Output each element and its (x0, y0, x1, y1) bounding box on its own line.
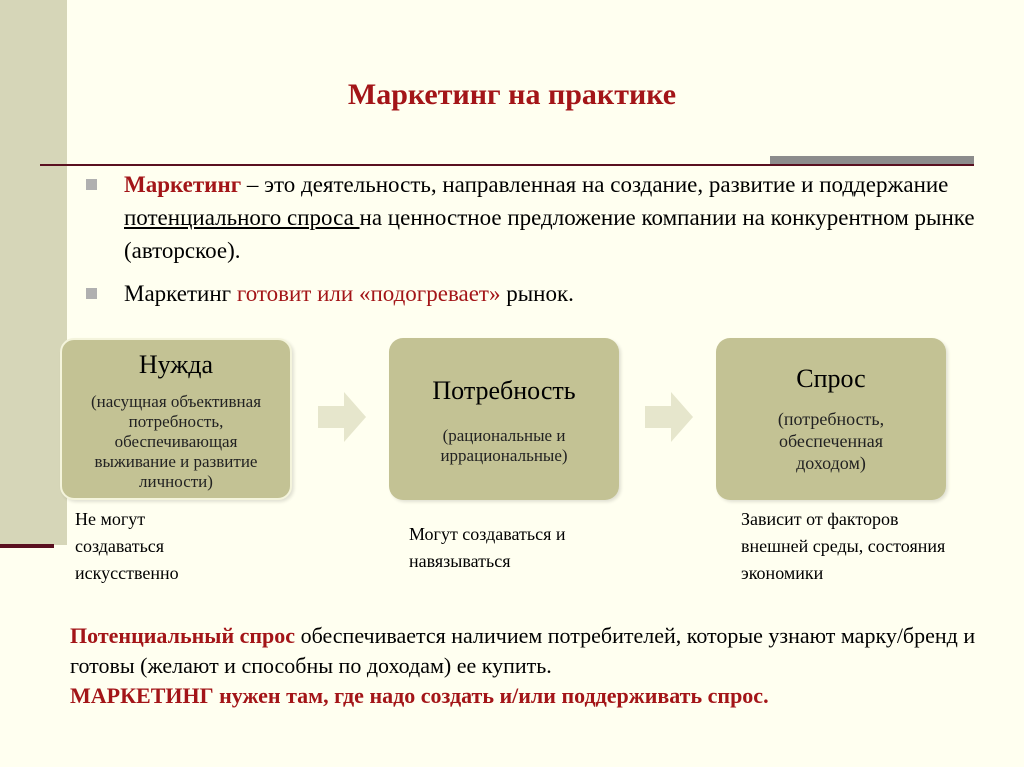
flow-box-subtitle: (потребность, обеспеченная доходом) (777, 409, 885, 473)
flow-box-need (60, 338, 292, 500)
flow-box-subtitle: (насущная объективная потребность, обеспечивающая выживание и развитие личности) (90, 392, 262, 491)
flow-box-title: Потребность (432, 376, 576, 405)
flow-box-title: Нужда (138, 350, 214, 379)
arrow-right-icon (645, 392, 693, 442)
bullet-square-icon (86, 179, 97, 190)
bullet-square-icon (86, 288, 97, 299)
side-divider (0, 544, 54, 548)
bullet-market (86, 277, 976, 310)
bullet-definition-text: Маркетинг – это деятельность, направленная на создание, развитие и поддержание потенциального спроса на ценностное предложение компании на конкурентном рынке (авторское). (124, 172, 975, 263)
flow-box-subtitle: (рациональные и иррациональные) (440, 426, 568, 465)
slide-title: Маркетинг на практике (347, 78, 677, 111)
bullet-definition (86, 168, 976, 267)
term-marketing: Маркетинг (124, 172, 242, 197)
title-divider-accent (770, 156, 974, 164)
bottom-paragraph: Потенциальный спрос обеспечивается наличием потребителей, которые узнают марку/бренд и готовы (желают и способны по доходам) ее купить. МАРКЕТИНГ нужен там, где надо создать и/или поддерживать спрос. (70, 621, 990, 711)
note-need: Не могут создаваться искусственно (75, 509, 179, 583)
highlight-prepares-market: готовит или «подогревает» (236, 281, 501, 306)
title-divider (40, 164, 974, 166)
note-want: Могут создаваться и навязываться (409, 524, 566, 571)
marketing-emphasis: МАРКЕТИНГ нужен там, где надо создать и/или поддерживать спрос. (70, 683, 769, 708)
flow-box-demand (716, 338, 946, 500)
note-demand: Зависит от факторов внешней среды, состояния экономики (741, 509, 946, 583)
arrow-right-icon (318, 392, 366, 442)
term-potential-demand: Потенциальный спрос (70, 623, 296, 648)
bullet-market-text: Маркетинг готовит или «подогревает» рынок. (124, 281, 574, 306)
flow-box-title: Спрос (796, 364, 866, 393)
flow-box-want (389, 338, 619, 500)
underlined-potential-demand: потенциального спроса (124, 205, 360, 230)
